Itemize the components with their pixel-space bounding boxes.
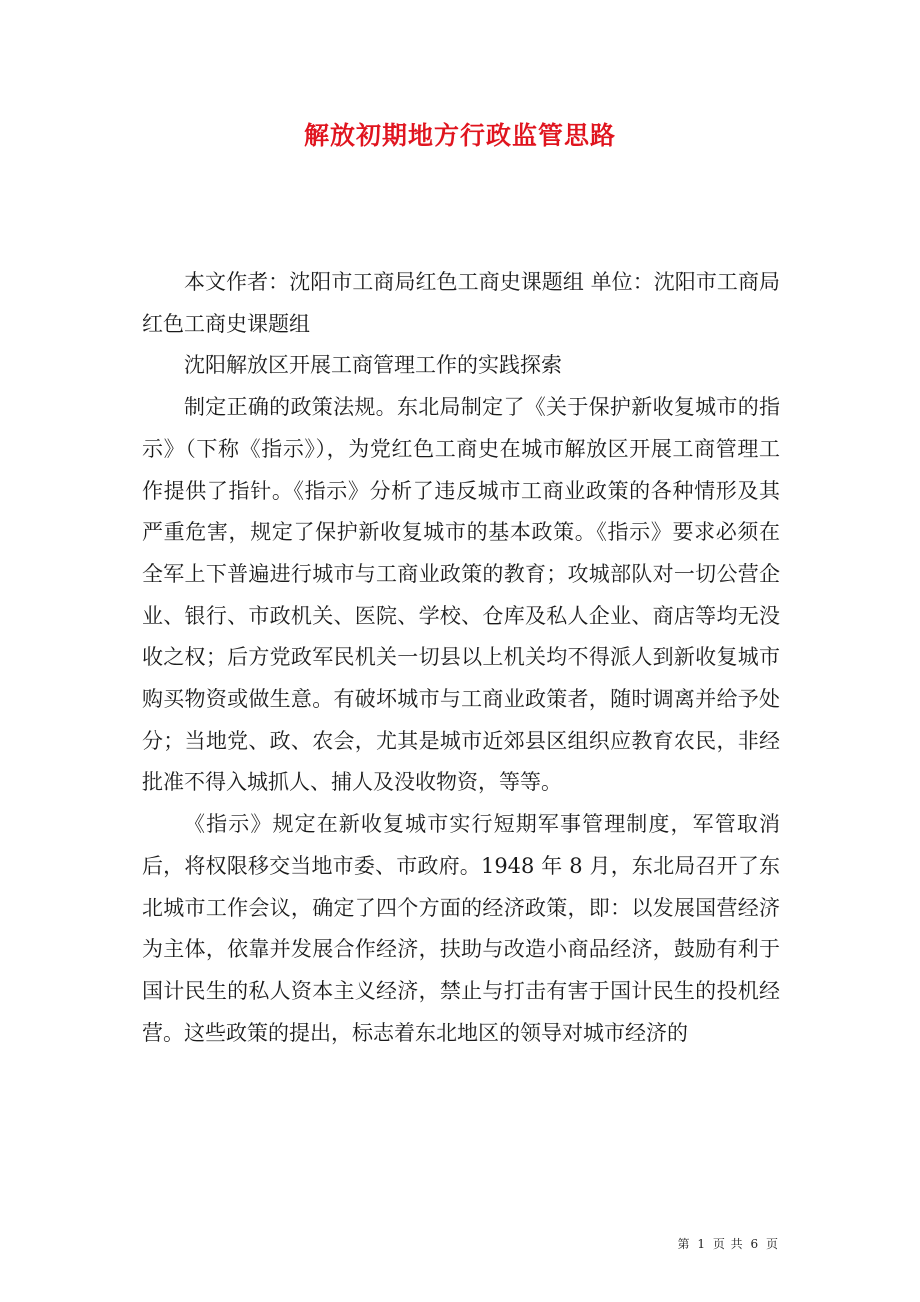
section-heading-paragraph: 沈阳解放区开展工商管理工作的实践探索 xyxy=(184,353,562,378)
footer-suffix: 页 xyxy=(765,1237,779,1251)
page-footer xyxy=(677,1235,780,1252)
footer-total-pages: 6 xyxy=(750,1237,760,1251)
footer-middle: 页 共 xyxy=(712,1237,744,1251)
document-title: 解放初期地方行政监管思路 xyxy=(303,121,616,150)
body-paragraph: 制定正确的政策法规。东北局制定了《关于保护新收复城市的指示》（下称《指示》），为党红色工商史在城市解放区开展工商管理工作提供了指针。《指示》分析了违反城市工商业政策的各种情形及其严重危害，规定了保护新收复城市的基本政策。《指示》要求必须在全军上下普遍进行城市与工商业政策的教育；攻城部队对一切公营企业、银行、市政机关、医院、学校、仓库及私人企业、商店等均无没收之权；后方党政军民机关一切县以上机关均不得派人到新收复城市购买物资或做生意。有破坏城市与工商业政策者，随时调离并给予处分；当地党、政、农会，尤其是城市近郊县区组织应教育农民，非经批准不得入城抓人、捕人及没收物资，等等。 xyxy=(142,395,780,795)
body-paragraph: 《指示》规定在新收复城市实行短期军事管理制度，军管取消后，将权限移交当地市委、市政府。1948 年 8 月，东北局召开了东北城市工作会议，确定了四个方面的经济政策，即：以发展国营经济为主体，依靠并发展合作经济，扶助与改造小商品经济，鼓励有利于国计民生的私人资本主义经济，禁止与打击有害于国计民生的投机经营。这些政策的提出，标志着东北地区的领导对城市经济的 xyxy=(142,812,780,1045)
footer-prefix: 第 xyxy=(677,1237,691,1251)
footer-page-number: 1 xyxy=(697,1237,707,1251)
document-body xyxy=(142,262,780,1054)
author-paragraph: 本文作者：沈阳市工商局红色工商史课题组 单位：沈阳市工商局红色工商史课题组 xyxy=(142,270,780,336)
